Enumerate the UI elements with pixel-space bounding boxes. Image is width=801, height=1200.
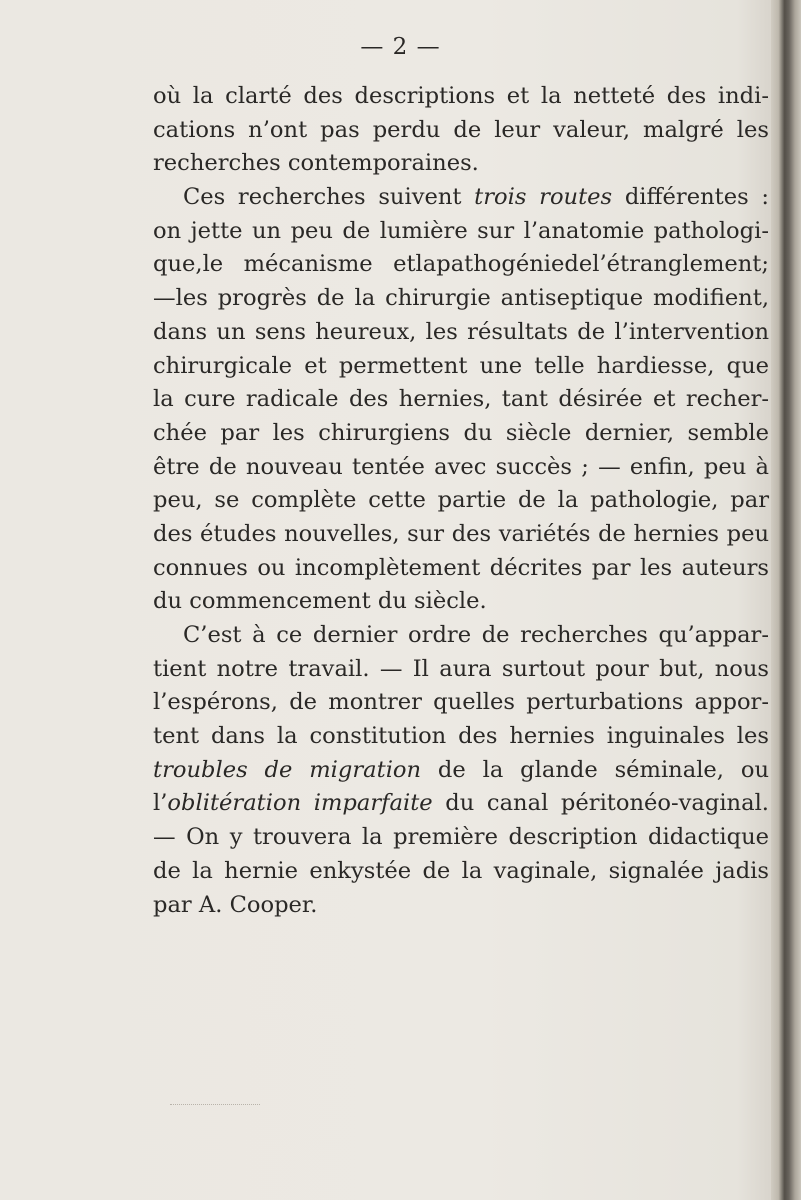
body-text — [153, 80, 769, 922]
italic-text: oblitération imparfaite — [167, 790, 433, 817]
page-mark — [170, 1104, 260, 1107]
text-line: troubles de migration de la glande séminale, ou — [153, 756, 769, 783]
italic-text: trois routes — [474, 184, 613, 211]
text-line: tient notre travail. — Il aura surtout pour but, nous — [153, 655, 769, 682]
text-line: — On y trouvera la première description didactique — [153, 824, 769, 851]
text-line: du commencement du siècle. — [153, 588, 487, 615]
text-line: de la hernie enkystée de la vaginale, signalée jadis — [153, 857, 769, 884]
text-line: chirurgicale et permettent une telle hardiesse, que — [153, 352, 769, 379]
text-line: Ces recherches suivent trois routes différentes : — [183, 184, 769, 211]
text-line: où la clarté des descriptions et la netteté des indi- — [153, 83, 769, 109]
text-line: on jette un peu de lumière sur l’anatomie pathologi- — [153, 217, 769, 244]
text-line: recherches contemporaines. — [153, 150, 479, 177]
text-line: dans un sens heureux, les résultats de l’intervention — [153, 318, 769, 345]
page-number: — 2 — — [360, 34, 441, 60]
text-line: peu, se complète cette partie de la pathologie, par — [153, 487, 769, 514]
text-line: —les progrès de la chirurgie antiseptique modifient, — [153, 285, 769, 312]
text-line: connues ou incomplètement décrites par les auteurs — [153, 554, 769, 581]
italic-text: troubles de migration — [153, 756, 422, 783]
text-line: que,le mécanisme etlapathogéniedel’étranglement; — [153, 251, 769, 278]
binding-gutter — [771, 0, 801, 1200]
text-line: par A. Cooper. — [153, 891, 318, 918]
text-line: chée par les chirurgiens du siècle dernier, semble — [153, 419, 769, 446]
text-line: cations n’ont pas perdu de leur valeur, malgré les — [153, 116, 769, 143]
text-line: l’espérons, de montrer quelles perturbations appor- — [153, 689, 769, 716]
text-line: la cure radicale des hernies, tant désirée et recher- — [153, 386, 769, 413]
text-line: l’oblitération imparfaite du canal péritonéo-vaginal. — [153, 790, 769, 817]
text-line: tent dans la constitution des hernies inguinales les — [153, 723, 769, 750]
text-line: être de nouveau tentée avec succès ; — enfin, peu à — [153, 453, 769, 480]
text-line: des études nouvelles, sur des variétés de hernies peu — [153, 520, 769, 547]
text-line: C’est à ce dernier ordre de recherches qu’appar- — [183, 622, 769, 648]
